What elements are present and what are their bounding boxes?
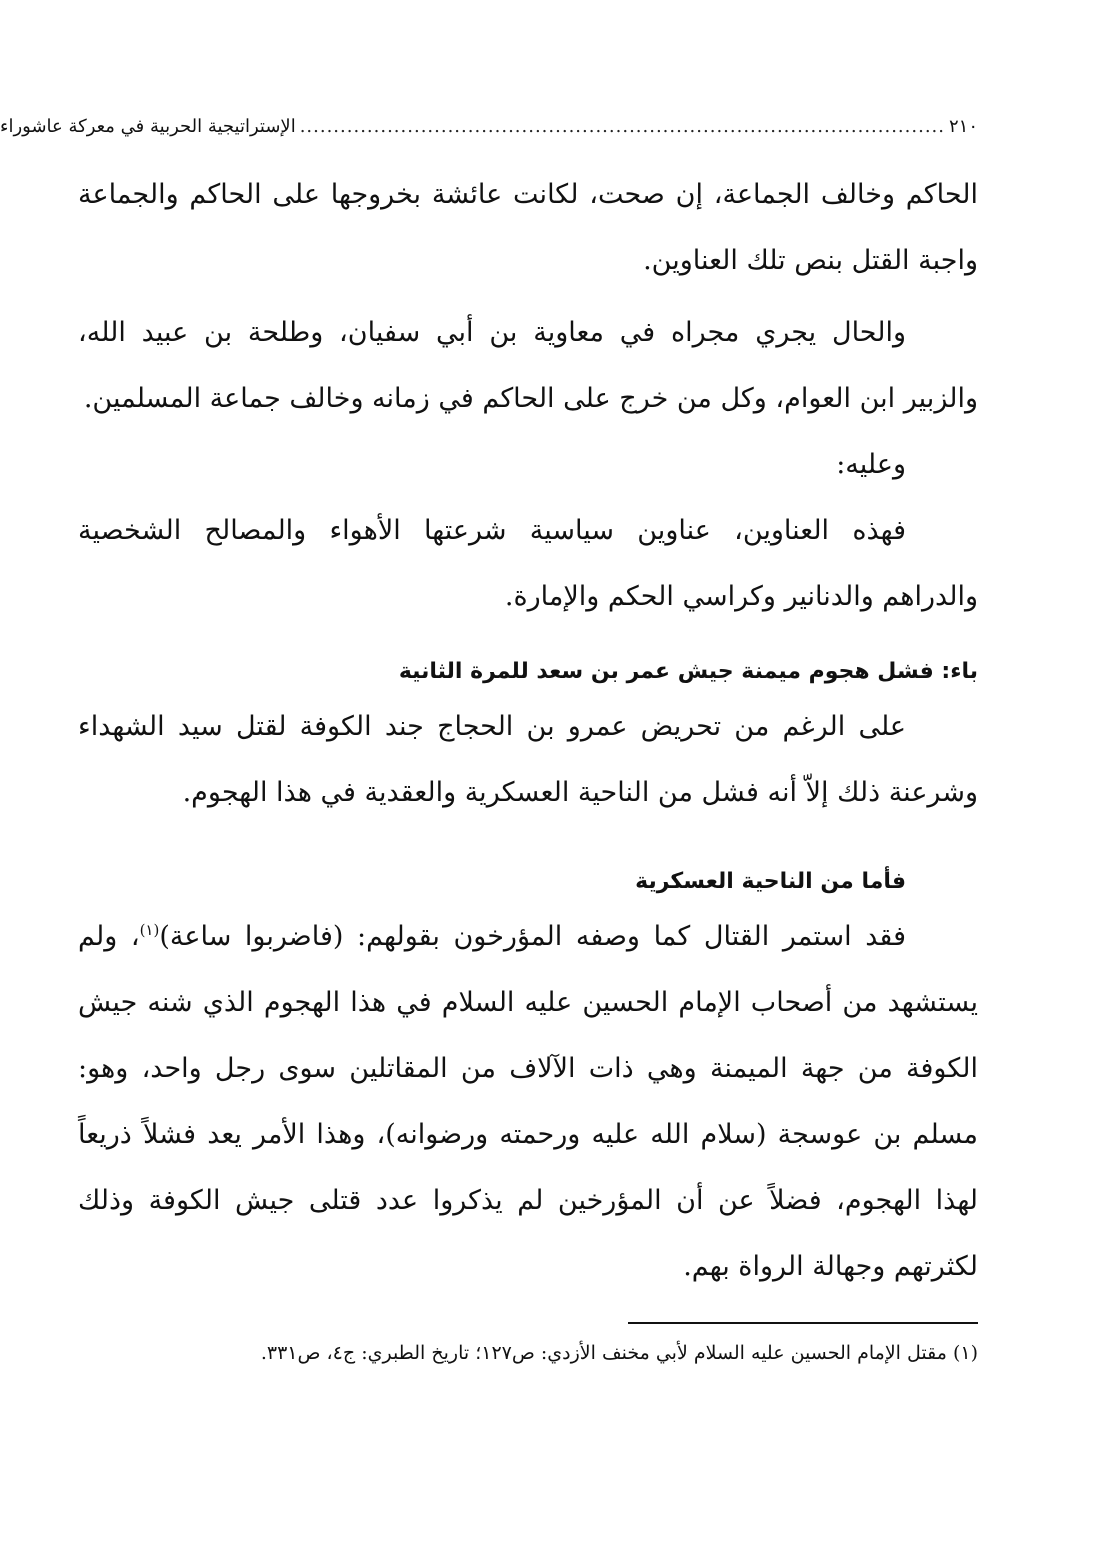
document-page (0, 112, 978, 1370)
paragraph-6 (78, 904, 978, 1300)
paragraph-1: الحاكم وخالف الجماعة، إن صحت، لكانت عائشة بخروجها على الحاكم والجماعة واجبة القتل بنص تلك العناوين. (78, 179, 978, 276)
page-number: ٢١٠ (948, 116, 978, 137)
paragraph-6-part-1: فقد استمر القتال كما وصفه المؤرخون بقولهم: (فاضربوا ساعة) (159, 921, 906, 952)
running-head (0, 112, 978, 142)
section-heading-prefix: باء: (941, 659, 978, 684)
paragraph-5: على الرغم من تحريض عمرو بن الحجاج جند الكوفة لقتل سيد الشهداء وشرعنة ذلك إلاّ أنه فشل من الناحية العسكرية والعقدية في هذا الهجوم. (78, 711, 978, 808)
paragraph-3: وعليه: (836, 449, 906, 480)
section-heading-ba (78, 650, 978, 694)
footnote-reference: (١) (139, 921, 160, 939)
paragraph-4: فهذه العناوين، عناوين سياسية شرعتها الأهواء والمصالح الشخصية والدراهم والدنانير وكراسي الحكم والإمارة. (78, 515, 978, 612)
footnote-separator (628, 1322, 978, 1324)
running-head-leader-dots: ................................................................................................ (299, 116, 945, 137)
running-head-title: الإستراتيجية الحربية في معركة عاشوراء (0, 116, 296, 137)
paragraph-2: والحال يجري مجراه في معاوية بن أبي سفيان، وطلحة بن عبيد الله، والزبير ابن العوام، وكل من خرج على الحاكم في زمانه وخالف جماعة المسلمين. (78, 317, 978, 414)
footnote-1: (١) مقتل الإمام الحسين عليه السلام لأبي مخنف الأزدي: ص١٢٧؛ تاريخ الطبري: ج٤، ص٣٣١. (260, 1342, 978, 1364)
section-heading-text: فشل هجوم ميمنة جيش عمر بن سعد للمرة الثانية (398, 659, 934, 684)
subsection-heading-military: فأما من الناحية العسكرية (635, 869, 906, 894)
paragraph-6-part-2: ، ولم يستشهد من أصحاب الإمام الحسين عليه السلام في هذا الهجوم الذي شنه جيش الكوفة من جهة الميمنة وهي ذات الآلاف من المقاتلين سوى رجل واحد، وهو: مسلم بن عوسجة (سلام الله عليه ورحمته ورضوانه)، وهذا الأمر يعد فشلاً ذريعاً لهذا الهجوم، فضلاً عن أن المؤرخين لم يذكروا عدد قتلى جيش الكوفة وذلك لكثرتهم وجهالة الرواة بهم. (78, 921, 978, 1282)
